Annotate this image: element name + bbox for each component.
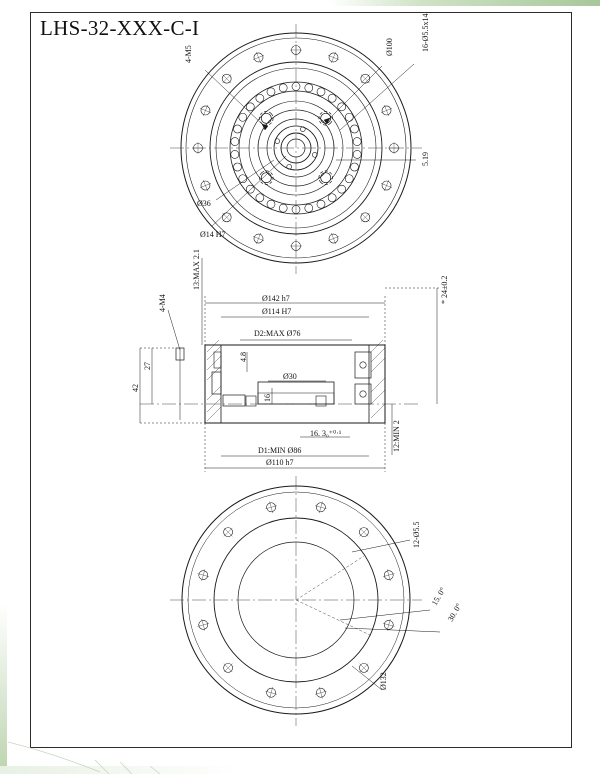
dim-13max21: 13:MAX 2.1 (192, 249, 201, 290)
dim-48: 4.8 (239, 352, 248, 362)
dim-12min2: 12:MIN 2 (392, 420, 401, 452)
dim-519: 5.19 (421, 152, 430, 166)
dim-16-d55x14: 16-Ø5.5x14 (421, 13, 430, 52)
dim-30deg: 30. 0° (445, 601, 464, 623)
dim-24-tol: * 24±0.2 (440, 275, 449, 304)
bottom-view-leaders (296, 540, 440, 690)
scan-artifacts (8, 742, 160, 774)
dim-d2-max-d76: D2:MAX Ø76 (254, 329, 301, 338)
dim-12-d55: 12-Ø5.5 (412, 521, 421, 548)
section-view-geometry (140, 340, 420, 423)
bottom-view-dimension-labels (379, 522, 463, 690)
dim-163: 16. 3₀⁺⁰·¹ (310, 429, 342, 438)
dim-d30: Ø30 (283, 372, 297, 381)
drawing-title: LHS-32-XXX-C-I (40, 16, 200, 40)
section-view-dimension-labels (131, 249, 449, 467)
dim-d114-h7: Ø114 H7 (262, 307, 292, 316)
dim-42: 42 (131, 384, 140, 392)
dim-d110-h7: Ø110 h7 (266, 458, 294, 467)
dim-d142-h7: Ø142 h7 (262, 294, 290, 303)
dim-15deg: 15. 0° (429, 585, 448, 607)
dim-4-m4: 4-M4 (158, 294, 167, 312)
dim-4-m5: 4-M5 (184, 45, 193, 63)
dim-d36: Ø36 (197, 199, 211, 208)
dim-d132: Ø132 (379, 672, 388, 690)
top-view-dimension-labels (184, 14, 430, 239)
dim-d100: Ø100 (385, 38, 394, 56)
dim-27: 27 (143, 362, 152, 370)
dim-d14-h7: Ø14 H7 (200, 230, 226, 239)
dim-d1-min-d86: D1:MIN Ø86 (258, 446, 302, 455)
dim-16: 16 (263, 394, 272, 402)
